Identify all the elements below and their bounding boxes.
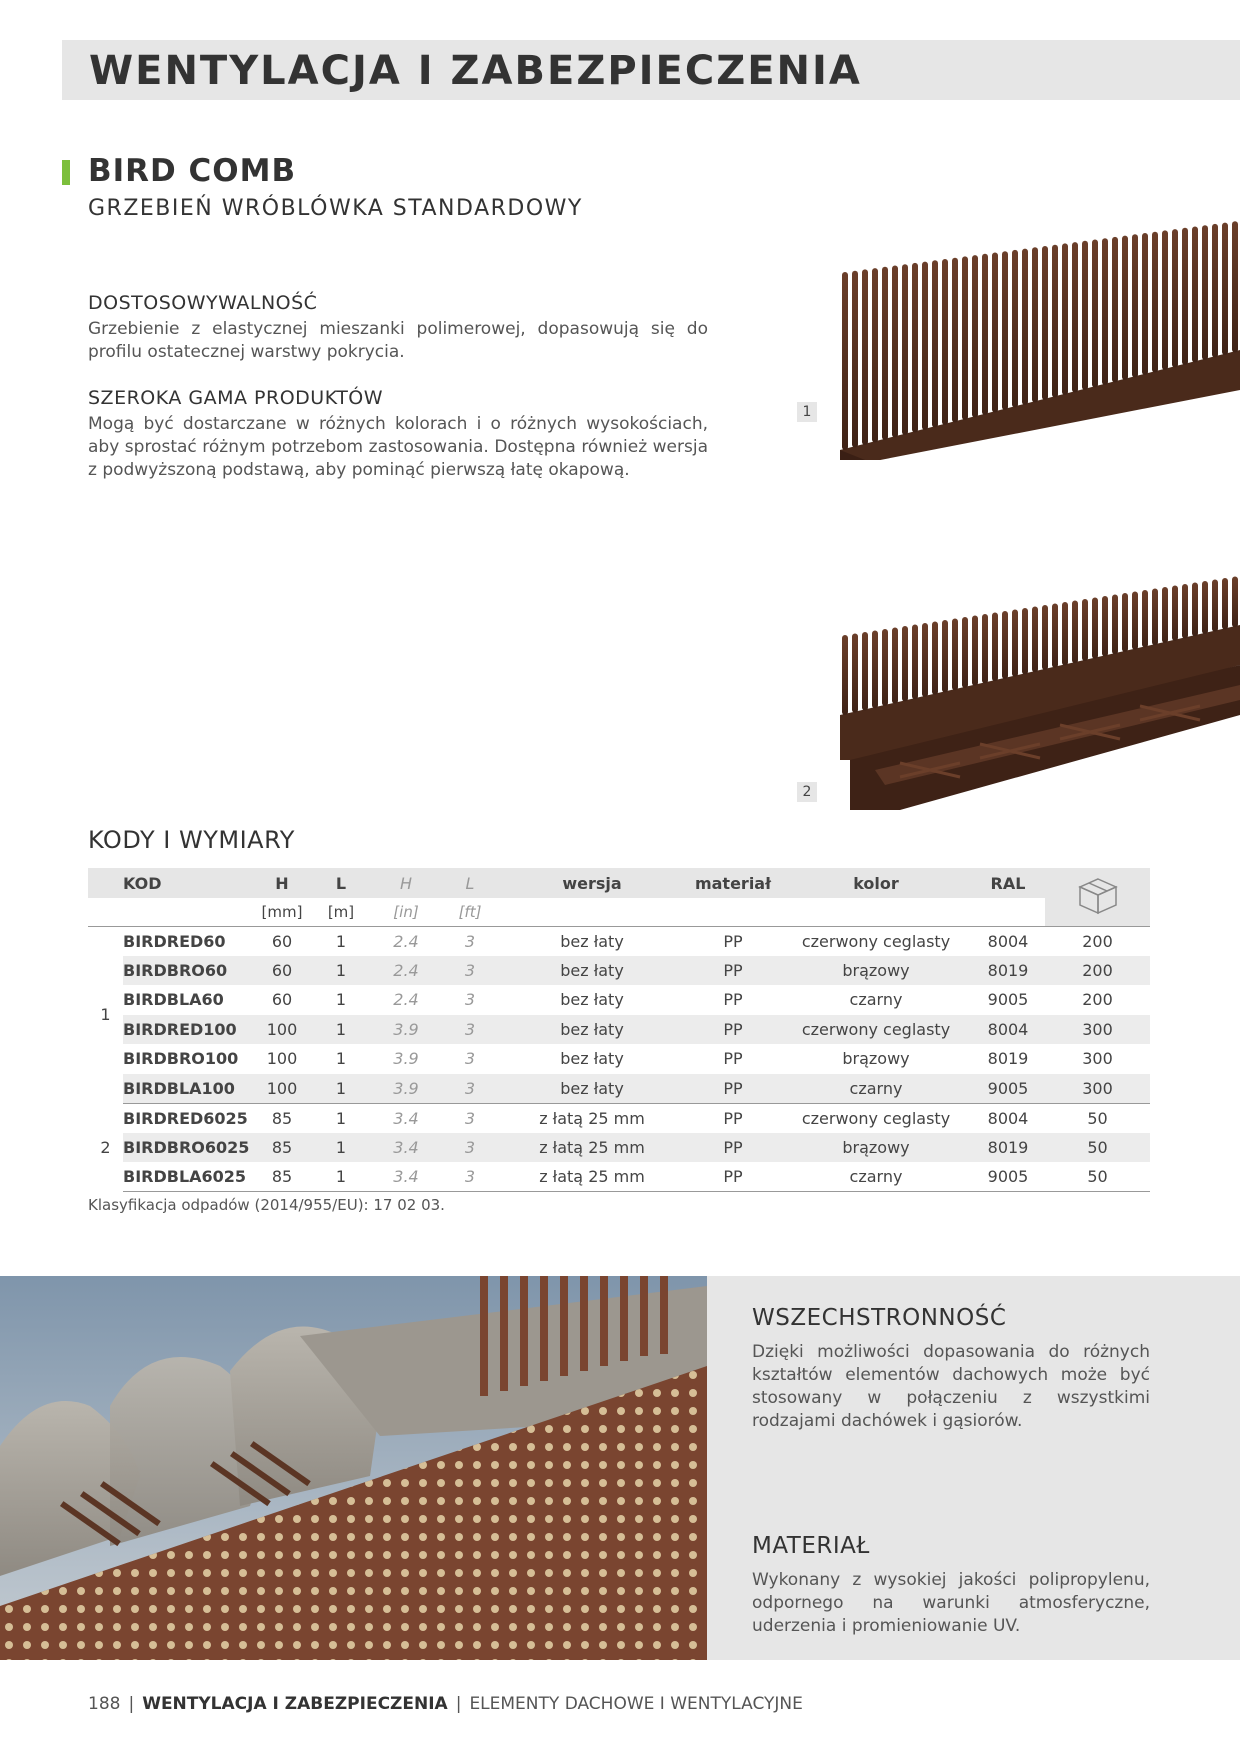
product-image-1 [820,200,1240,460]
comb-tooth [972,255,978,417]
feature-text: Grzebienie z elastycznej mieszanki polimerowej, dopasowują się do profilu ostatecznej warstwy pokrycia. [88,319,708,362]
comb-tooth [962,617,968,688]
table-cell: bez łaty [560,1049,624,1069]
comb-tooth [942,259,948,425]
product-image-2 [820,515,1240,815]
table-cell: z łatą 25 mm [499,1162,685,1192]
comb-tooth [1062,602,1068,666]
table-cell: bez łaty [499,1074,685,1104]
comb-tooth [862,632,868,711]
product-code: BIRDBRO6025 [123,1133,253,1163]
comb-tooth [1222,223,1228,355]
feature-product-range [88,387,708,482]
table-cell: 8004 [987,1108,1029,1128]
table-cell: 50 [1045,1162,1150,1192]
table-cell: 3.9 [371,1015,441,1045]
table-cell: 1 [335,1108,347,1128]
table-cell: bez łaty [560,931,624,951]
table-cell: czarny [781,1074,971,1104]
table-cell: 3 [441,1133,499,1163]
col-h-mm: H [275,873,289,893]
table-cell: 3.9 [371,1074,441,1104]
feature-heading: SZEROKA GAMA PRODUKTÓW [88,387,384,409]
table-cell: czarny [849,990,903,1010]
table-cell: czarny [781,1162,971,1192]
comb-tooth [952,619,958,691]
comb-tooth [982,254,988,415]
comb-tooth [1022,608,1028,675]
table-cell: 8004 [987,931,1029,951]
table-cell: 8019 [971,1133,1045,1163]
table-cell: 85 [253,1133,311,1163]
table-cell: 3 [441,956,499,986]
table-cell: 1 [335,931,347,951]
group-label: 2 [88,1103,123,1192]
table-cell: 3.9 [393,1049,419,1069]
image-label-2: 2 [797,782,817,802]
comb-tooth [842,635,848,715]
table-cell: 2.4 [393,931,419,951]
comb-tooth [1192,583,1198,637]
comb-tooth [872,631,878,709]
table-cell: 1 [311,956,371,986]
comb-tooth [1202,225,1208,360]
comb-tooth [1022,249,1028,405]
product-code: BIRDBRO60 [123,956,253,986]
comb-tooth [1072,242,1078,392]
comb-tooth [932,260,938,427]
codes-table [88,868,1150,1192]
table-cell: bez łaty [499,956,685,986]
comb-tooth [882,267,888,440]
comb-tooth [1012,610,1018,677]
col-material: materiał [694,873,772,893]
table-cell: 8019 [971,956,1045,986]
comb-tooth [1172,586,1178,641]
table-cell: 1 [311,1074,371,1104]
table-cell: 3 [464,1108,476,1128]
product-title: BIRD COMB [88,153,297,189]
comb-tooth [1222,578,1228,630]
comb-tooth [872,268,878,442]
comb-tooth [1152,589,1158,646]
table-cell: 2.4 [393,990,419,1010]
comb-tooth [1052,604,1058,668]
table-cell: 300 [1045,1074,1150,1104]
feature-heading: WSZECHSTRONNOŚĆ [752,1305,1007,1331]
table-cell: 85 [253,1162,311,1192]
table-cell: PP [723,1049,743,1069]
product-code: BIRDRED6025 [123,1108,248,1128]
page-number: 188 [88,1694,121,1714]
comb-tooth [952,258,958,423]
table-cell: 60 [271,931,293,951]
table-cell: 200 [1045,956,1150,986]
table-cell: PP [723,1108,743,1128]
comb-tooth [902,626,908,702]
col-version: wersja [562,873,622,893]
comb-tooth [1042,605,1048,670]
table-header-row [88,868,1150,898]
accent-bar [62,160,70,185]
table-cell: 1 [311,1133,371,1163]
waste-classification-note: Klasyfikacja odpadów (2014/955/EU): 17 02 03. [88,1196,445,1214]
table-cell: 100 [266,1049,298,1069]
table-row [88,1044,1150,1074]
comb-tooth [1132,234,1138,377]
table-cell: czerwony ceglasty [781,1015,971,1045]
feature-text: Mogą być dostarczane w różnych kolorach i o różnych wysokościach, aby sprostać różnym potrzebom zastosowania. Dostępna również wersja z podwyższoną podstawą, aby pominąć pierwszą łatę okapową. [88,414,708,480]
table-row [88,1162,1150,1192]
comb-tooth [922,262,928,430]
comb-tooth [1092,240,1098,388]
comb-tooth [1092,598,1098,659]
comb-tooth [1132,592,1138,650]
table-title: KODY I WYMIARY [88,826,295,854]
table-cell: 50 [1045,1133,1150,1163]
table-cell: PP [685,1074,781,1104]
comb-tooth [942,620,948,693]
comb-tooth [1142,590,1148,648]
table-cell: 3.4 [393,1108,419,1128]
comb-tooth [1112,237,1118,383]
comb-tooth [1162,587,1168,643]
installation-photo [0,1276,707,1660]
table-cell: 300 [1082,1049,1113,1069]
unit-mm: [mm] [261,902,303,921]
table-cell: 100 [253,1074,311,1104]
footer-section: WENTYLACJA I ZABEZPIECZENIA [142,1694,448,1714]
comb-tooth [1062,243,1068,395]
table-cell: 3.4 [371,1162,441,1192]
table-cell: 300 [1045,1015,1150,1045]
table-row [88,956,1150,986]
product-code: BIRDBLA100 [123,1074,253,1104]
table-cell: z łatą 25 mm [499,1133,685,1163]
table-cell: PP [685,956,781,986]
page-footer: 188 | WENTYLACJA I ZABEZPIECZENIA | ELEMENTY DACHOWE I WENTYLACYJNE [88,1694,803,1714]
table-cell: 3 [464,931,476,951]
unit-in: [in] [393,902,419,921]
table-cell: PP [723,931,743,951]
comb-tooth [1192,227,1198,363]
feature-text: Dzięki możliwości dopasowania do różnych kształtów elementów dachowych może być stosowany w połączeniu z wszystkimi rodzajami dachówek i gąsiorów. [752,1342,1150,1431]
comb-tooth [1162,230,1168,370]
table-cell: 3.4 [371,1133,441,1163]
comb-tooth [1202,581,1208,634]
comb-tooth [1172,229,1178,367]
comb-tooth [932,622,938,695]
header-band [62,40,1240,100]
table-cell: 2.4 [371,956,441,986]
col-color: kolor [853,873,899,893]
table-cell: 8004 [971,1015,1045,1045]
table-cell: brązowy [781,956,971,986]
col-ral: RAL [990,873,1026,893]
comb-tooth [1032,247,1038,402]
table-cell: 1 [335,1049,347,1069]
package-icon [1045,868,1150,926]
col-h-in: H [399,873,413,893]
comb-tooth [1212,580,1218,632]
table-row [88,1074,1150,1104]
table-cell: brązowy [781,1133,971,1163]
table-cell: 85 [271,1108,293,1128]
table-cell: 200 [1082,931,1113,951]
table-cell: czerwony ceglasty [801,1108,951,1128]
comb-tooth [882,629,888,706]
table-cell: 3 [441,1015,499,1045]
page-title: WENTYLACJA I ZABEZPIECZENIA [89,48,862,94]
comb-tooth [1002,611,1008,679]
comb-tooth [992,253,998,413]
table-row [88,926,1150,956]
table-cell: 1 [311,1162,371,1192]
comb-tooth [1122,236,1128,380]
table-cell: PP [685,1133,781,1163]
comb-tooth [1082,241,1088,390]
table-cell: 3 [441,1074,499,1104]
comb-tooth [852,634,858,713]
group-label: 1 [88,926,123,1103]
table-cell: z łatą 25 mm [539,1108,645,1128]
comb-tooth [1232,577,1238,628]
comb-tooth [992,613,998,682]
feature-material [752,1533,1150,1638]
product-code: BIRDBLA6025 [123,1162,253,1192]
col-l-m: L [335,873,347,893]
comb-tooth [1042,246,1048,400]
comb-tooth [1032,607,1038,673]
col-l-ft: L [465,873,475,893]
comb-tooth [1232,221,1238,352]
feature-customizability [88,292,708,364]
table-cell: 8019 [987,1049,1029,1069]
table-cell: 1 [311,1015,371,1045]
table-cell: 200 [1082,990,1113,1010]
table-row [88,1103,1150,1133]
comb-tooth [842,272,848,450]
product-code: BIRDRED60 [123,931,226,951]
comb-tooth [1182,584,1188,639]
table-cell: bez łaty [560,990,624,1010]
table-cell: bez łaty [499,1015,685,1045]
comb-tooth [1212,224,1218,358]
comb-tooth [852,271,858,448]
unit-ft: [ft] [458,902,482,921]
product-code: BIRDBLA60 [123,990,224,1010]
table-units-row [88,898,1150,926]
comb-tooth [1012,250,1018,408]
table-cell: 9005 [971,1162,1045,1192]
table-cell: czerwony ceglasty [801,931,951,951]
comb-tooth [912,263,918,433]
comb-tooth [922,623,928,697]
table-cell: PP [723,990,743,1010]
comb-tooth [972,616,978,686]
comb-tooth [892,628,898,704]
table-group-1 [88,926,1150,1103]
comb-tooth [1052,245,1058,398]
comb-tooth [982,614,988,684]
comb-tooth [1182,228,1188,365]
table-cell: PP [685,1162,781,1192]
comb-tooth [962,256,968,420]
image-label-1: 1 [797,402,817,422]
comb-tooth [1142,233,1148,375]
comb-tooth [1122,593,1128,652]
comb-tooth [1072,601,1078,664]
feature-heading: MATERIAŁ [752,1533,870,1559]
comb-tooth [892,266,898,438]
comb-tooth [1002,251,1008,410]
table-cell: 3 [441,1162,499,1192]
table-cell: brązowy [842,1049,910,1069]
table-cell: 3 [464,1049,476,1069]
comb-tooth [912,625,918,700]
table-cell: 50 [1087,1108,1108,1128]
unit-m: [m] [327,902,355,921]
table-cell: 9005 [971,1074,1045,1104]
product-code: BIRDRED100 [123,1015,253,1045]
table-row [88,985,1150,1015]
table-cell: PP [685,1015,781,1045]
table-cell: 9005 [987,990,1029,1010]
table-cell: 100 [253,1015,311,1045]
comb-tooth [1082,599,1088,661]
comb-tooth [1102,596,1108,657]
feature-text: Wykonany z wysokiej jakości polipropylenu, odpornego na warunki atmosferyczne, uderzenia i promieniowanie UV. [752,1570,1150,1636]
feature-versatility [752,1305,1150,1433]
table-cell: 3 [464,990,476,1010]
comb-tooth [902,264,908,435]
comb-tooth [1102,238,1108,385]
table-cell: 60 [253,956,311,986]
feature-heading: DOSTOSOWYWALNOŚĆ [88,292,318,314]
comb-tooth [1152,232,1158,373]
table-cell: 60 [271,990,293,1010]
col-code: KOD [123,873,162,893]
product-subtitle: GRZEBIEŃ WRÓBLÓWKA STANDARDOWY [88,196,583,221]
table-row [88,1133,1150,1163]
product-code: BIRDBRO100 [123,1049,239,1069]
table-group-2 [88,1103,1150,1192]
comb-tooth [1112,595,1118,655]
table-row [88,1015,1150,1045]
table-cell: 1 [335,990,347,1010]
footer-subsection: ELEMENTY DACHOWE I WENTYLACYJNE [469,1694,803,1714]
comb-tooth [862,269,868,445]
